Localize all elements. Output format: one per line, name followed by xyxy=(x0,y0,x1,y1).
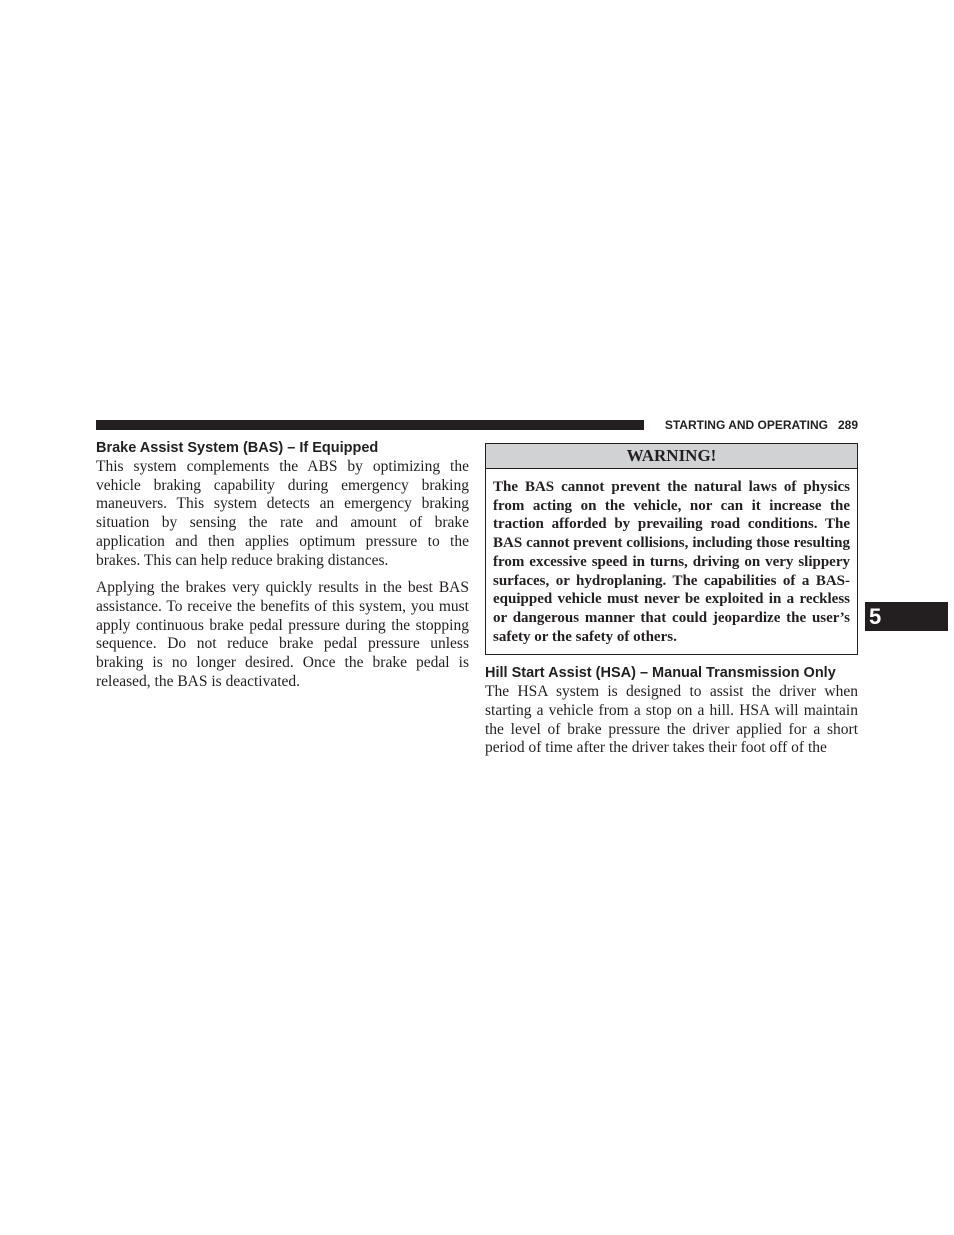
warning-text: The BAS cannot prevent the natural laws of physics from acting on the vehicle, nor can it increase the traction afforded by prevailing road conditions. The BAS cannot prevent collisions, including those resulting from excessive speed in turns, driving on very slippery surfaces, or hydroplaning. The capabilities of a BAS-equipped vehicle must never be exploited in a reckless or dangerous manner that could jeopardize the user’s safety or the safety of others. xyxy=(493,479,850,645)
warning-box xyxy=(485,443,858,655)
bas-heading: Brake Assist System (BAS) – If Equipped xyxy=(96,440,379,456)
bas-paragraph-2: Applying the brakes very quickly results in the best BAS assistance. To receive the benefits of this system, you must apply continuous brake pedal pressure during the stopping sequence. Do not reduce brake pedal pressure unless braking is no longer desired. Once the brake pedal is released, the BAS is deactivated. xyxy=(96,579,469,690)
bas-paragraph-1: This system complements the ABS by optimizing the vehicle braking capability during emergency braking maneuvers. This system detects an emergency braking situation by sensing the rate and amount of brake application and then applies optimum pressure to the brakes. This can help reduce braking distances. xyxy=(96,458,469,569)
page-number: 289 xyxy=(837,418,858,432)
left-column xyxy=(96,439,469,691)
hsa-paragraph-1: The HSA system is designed to assist the driver when starting a vehicle from a stop on a hill. HSA will maintain the level of brake pressure the driver applied for a short period of time after the driver takes their foot off of the xyxy=(485,683,858,757)
section-title: STARTING AND OPERATING xyxy=(664,418,828,432)
right-column xyxy=(485,443,858,758)
warning-title: WARNING! xyxy=(486,444,857,469)
chapter-tab: 5 xyxy=(865,602,948,631)
hsa-heading: Hill Start Assist (HSA) – Manual Transmission Only xyxy=(485,665,836,682)
running-header xyxy=(652,418,858,432)
header-rule xyxy=(96,420,644,430)
